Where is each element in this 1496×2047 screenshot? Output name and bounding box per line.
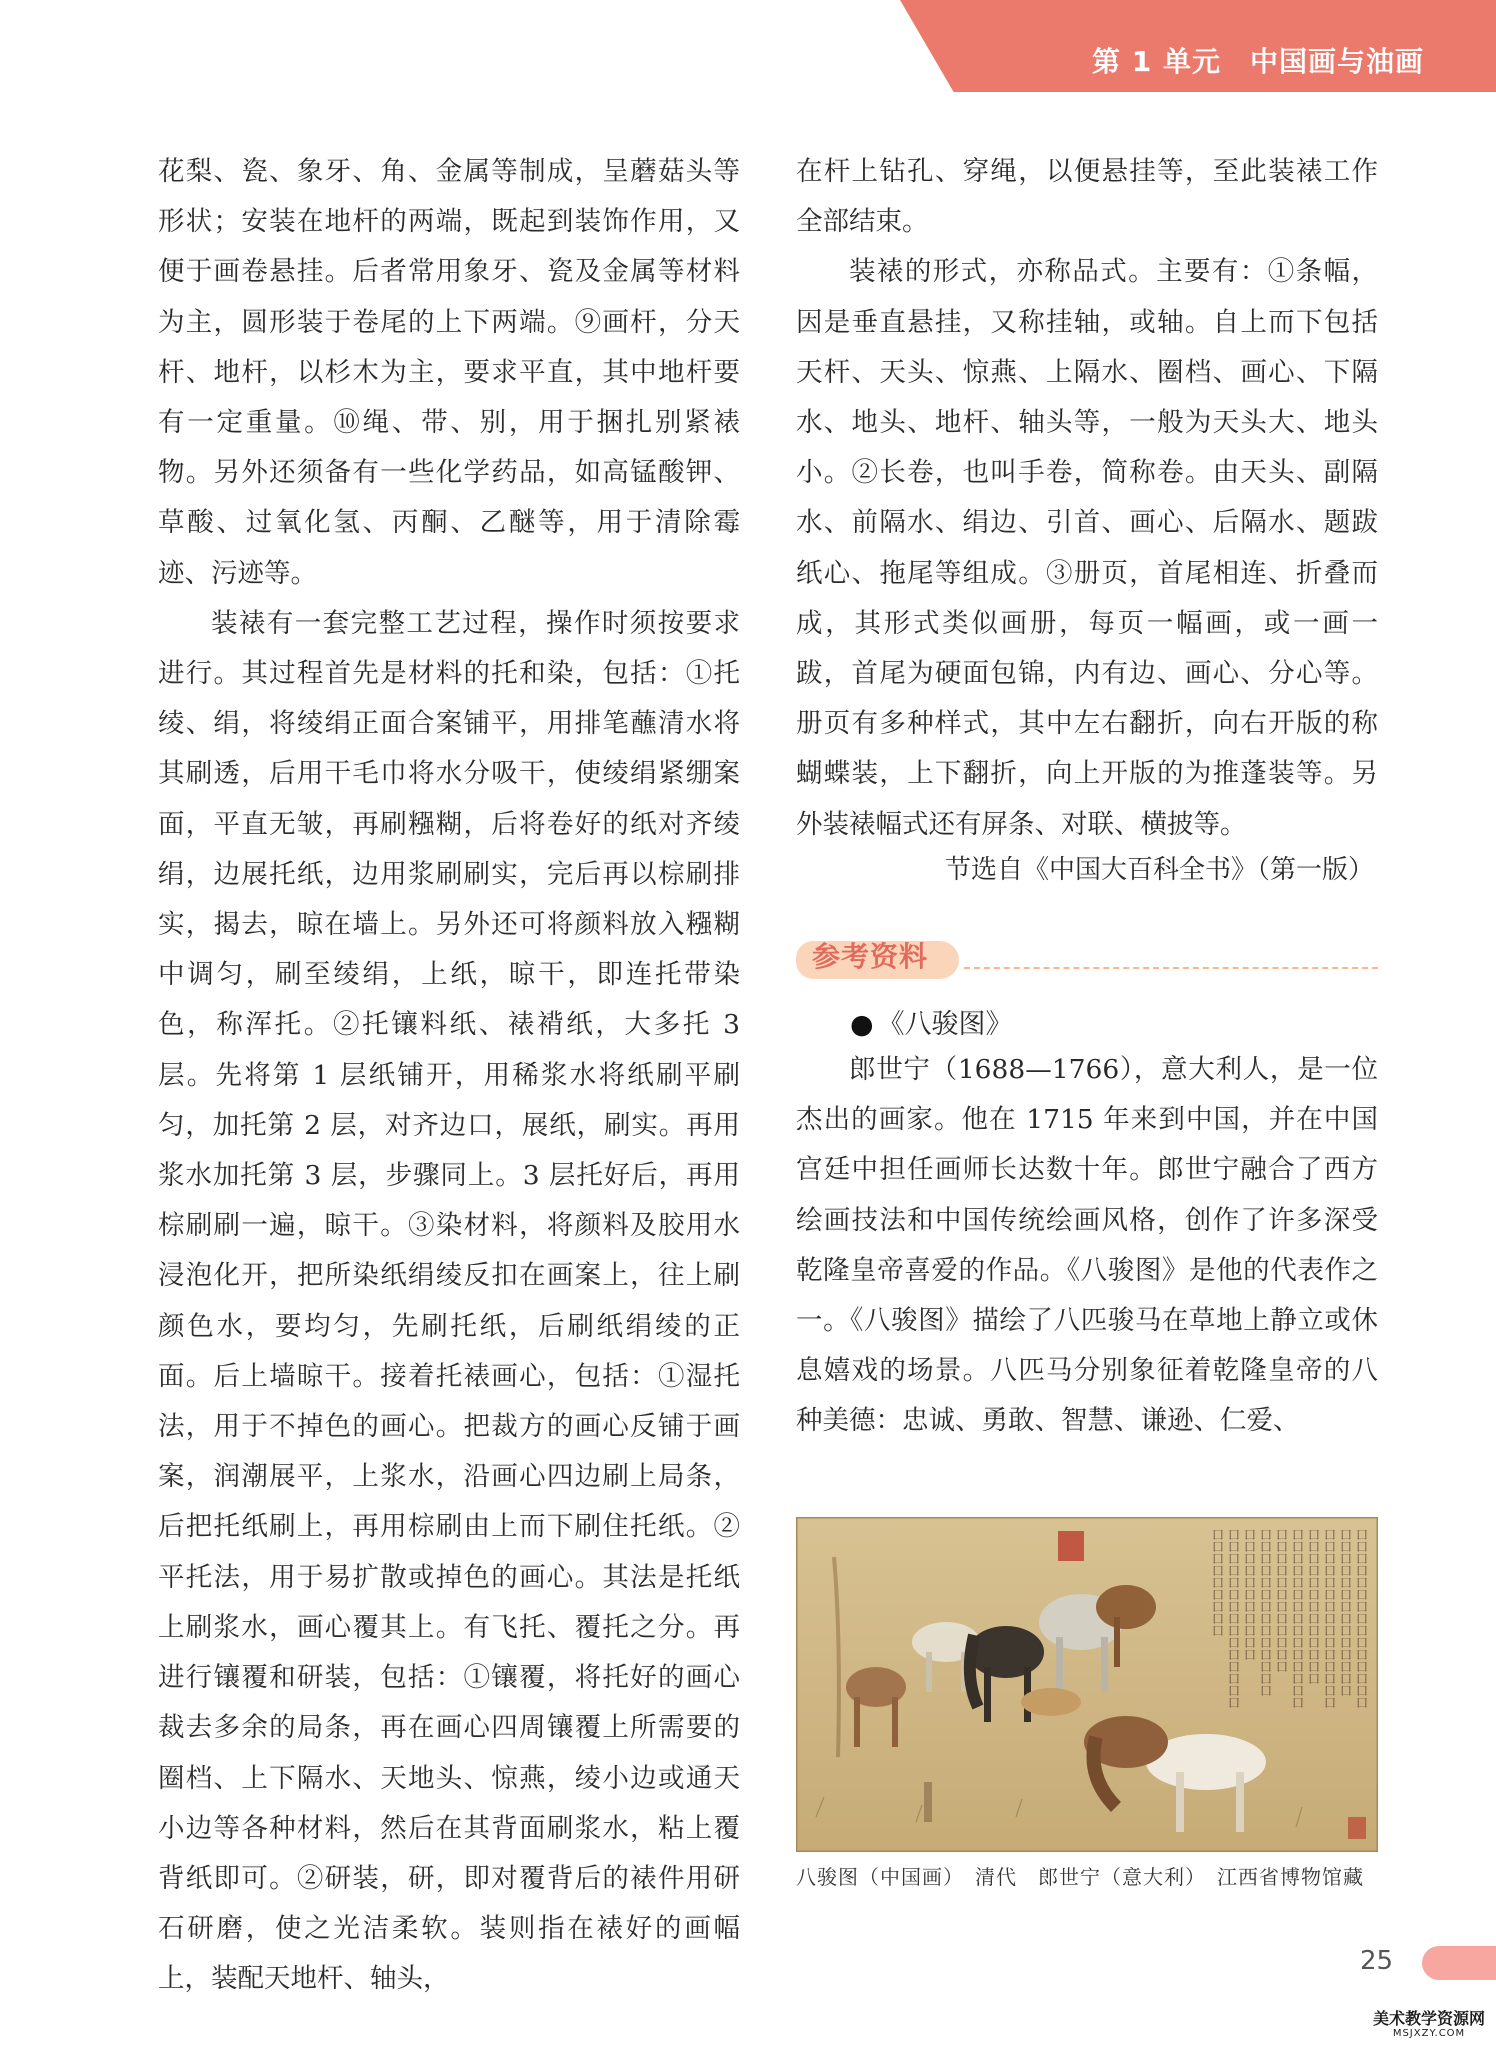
watermark-name: 美术教学资源网: [1372, 2009, 1485, 2028]
reference-heading: [796, 937, 1378, 983]
unit-title: 第 1 单元 中国画与油画: [1092, 45, 1424, 78]
page-number: 25: [1360, 1946, 1394, 1976]
right-column: [796, 147, 1378, 850]
right-paragraph-1: 在杆上钻孔、穿绳，以便悬挂等，至此装裱工作全部结束。: [796, 156, 1378, 238]
watermark: [1362, 2010, 1496, 2040]
bullet-icon: ●: [850, 1009, 874, 1040]
reference-item-title: [850, 1000, 1013, 1050]
calligraphy-inscription: 囗囗囗囗囗囗囗囗囗囗囗囗囗囗囗 囗囗囗囗囗囗囗囗囗囗囗囗囗囗 囗囗囗囗囗囗囗囗囗囗囗囗囗囗囗 囗囗囗囗囗囗囗囗囗囗囗囗囗 囗囗囗囗囗囗囗囗囗囗囗囗囗囗囗 囗囗囗囗囗囗囗囗囗囗囗囗 囗囗囗囗囗囗囗囗囗囗囗囗囗囗 囗囗囗囗囗囗囗囗囗囗囗 囗囗囗囗囗囗囗囗囗囗囗囗囗囗囗 囗囗囗囗囗囗囗囗囗: [1211, 1529, 1368, 1709]
reference-heading-text: 参考资料: [812, 940, 929, 973]
reference-paragraph: 郎世宁（1688—1766），意大利人，是一位杰出的画家。他在 1715 年来到中国，并在中国宫廷中担任画师长达数十年。郎世宁融合了西方绘画技法和中国传统绘画风格，创作了许多深受乾隆皇帝喜爱的作品。《八骏图》是他的代表作之一。《八骏图》描绘了八匹骏马在草地上静立或休息嬉戏的场景。八匹马分别象征着乾隆皇帝的八种美德：忠诚、勇敢、智慧、谦逊、仁爱、: [796, 1054, 1378, 1437]
source-citation: 节选自《中国大百科全书》（第一版）: [944, 855, 1374, 885]
figure-caption: 八骏图（中国画） 清代 郎世宁（意大利） 江西省博物馆藏: [796, 1865, 1364, 1889]
watermark-url: MSJXZY.COM: [1392, 2028, 1466, 2039]
left-paragraph-1: 花梨、瓷、象牙、角、金属等制成，呈蘑菇头等形状；安装在地杆的两端，既起到装饰作用，又便于画卷悬挂。后者常用象牙、瓷及金属等材料为主，圆形装于卷尾的上下两端。⑨画杆，分天杆、地杆，以杉木为主，要求平直，其中地杆要有一定重量。⑩绳、带、别，用于捆扎别紧裱物。另外还须备有一些化学药品，如高锰酸钾、草酸、过氧化氢、丙酮、乙醚等，用于清除霉迹、污迹等。: [158, 156, 740, 589]
reference-item-title-text: 《八骏图》: [877, 1009, 1013, 1040]
left-column: [158, 147, 740, 2005]
eight-horses-painting: [796, 1517, 1378, 1852]
page-tab-decoration: [1422, 1946, 1496, 1980]
reference-body: [796, 1045, 1378, 1447]
left-paragraph-2: 装裱有一套完整工艺过程，操作时须按要求进行。其过程首先是材料的托和染，包括：①托绫、绢，将绫绢正面合案铺平，用排笔蘸清水将其刷透，后用干毛巾将水分吸干，使绫绢紧绷案面，平直无皱，再刷糨糊，后将卷好的纸对齐绫绢，边展托纸，边用浆刷刷实，完后再以棕刷排实，揭去，晾在墙上。另外还可将颜料放入糨糊中调匀，刷至绫绢，上纸，晾干，即连托带染色，称浑托。②托镶料纸、裱褙纸，大多托 3 层。先将第 1 层纸铺开，用稀浆水将纸刷平刷匀，加托第 2 层，对齐边口，展纸，刷实。再用浆水加托第 3 层，步骤同上。3 层托好后，再用棕刷刷一遍，晾干。③染材料，将颜料及胶用水浸泡化开，把所染纸绢绫反扣在画案上，往上刷颜色水，要均匀，先刷托纸，后刷纸绢绫的正面。后上墙晾干。接着托裱画心，包括：①湿托法，用于不掉色的画心。把裁方的画心反铺于画案，润潮展平，上浆水，沿画心四边刷上局条，后把托纸刷上，再用棕刷由上而下刷住托纸。②平托法，用于易扩散或掉色的画心。其法是托纸上刷浆水，画心覆其上。有飞托、覆托之分。再进行镶覆和研装，包括：①镶覆，将托好的画心裁去多余的局条，再在画心四周镶覆上所需要的圈档、上下隔水、天地头、惊燕，绫小边或通天小边等各种材料，然后在其背面刷浆水，粘上覆背纸即可。②研装，研，即对覆背后的裱件用研石研磨，使之光洁柔软。装则指在裱好的画幅上，装配天地杆、轴头，: [158, 607, 740, 1995]
right-paragraph-2: 装裱的形式，亦称品式。主要有：①条幅，因是垂直悬挂，又称挂轴，或轴。自上而下包括天杆、天头、惊燕、上隔水、圈档、画心、下隔水、地头、地杆、轴头等，一般为天头大、地头小。②长卷，也叫手卷，简称卷。由天头、副隔水、前隔水、绢边、引首、画心、后隔水、题跋纸心、拖尾等组成。③册页，首尾相连、折叠而成，其形式类似画册，每页一幅画，或一画一跋，首尾为硬面包锦，内有边、画心、分心等。册页有多种样式，其中左右翻折，向右开版的称蝴蝶装，上下翻折，向上开版的为推蓬装等。另外装裱幅式还有屏条、对联、横披等。: [796, 256, 1378, 840]
reference-dashed-rule: [964, 967, 1378, 969]
